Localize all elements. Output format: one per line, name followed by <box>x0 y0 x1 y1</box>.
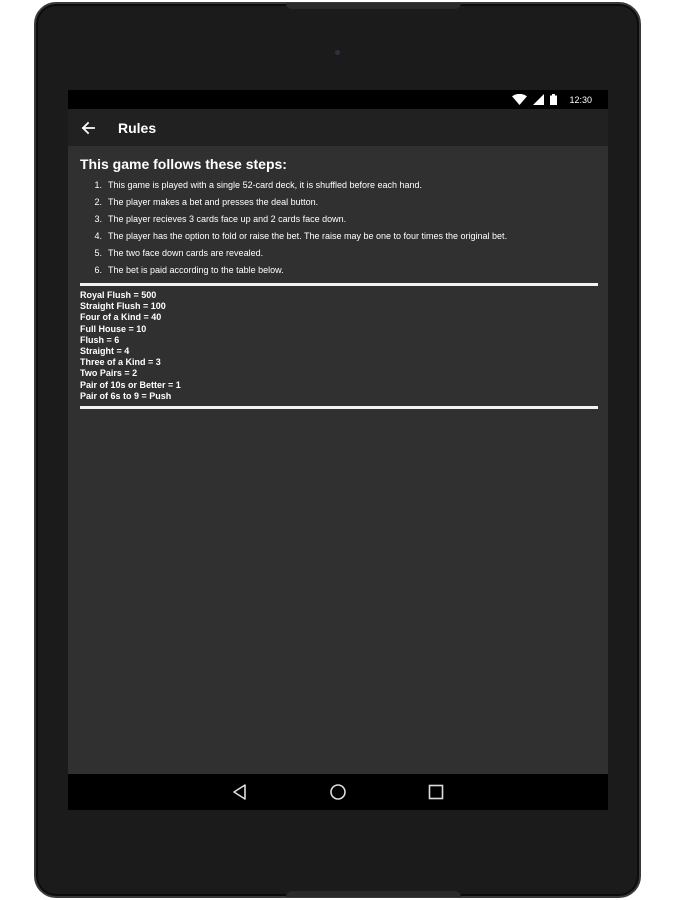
nav-home-button[interactable] <box>324 778 352 806</box>
rules-content <box>80 156 598 413</box>
recents-square-icon <box>427 783 445 801</box>
front-camera <box>335 50 340 55</box>
payout-table <box>80 290 598 402</box>
status-bar <box>68 90 608 109</box>
divider-top <box>80 283 598 286</box>
navigation-bar <box>68 774 608 810</box>
payout-row: Two Pairs = 2 <box>80 368 138 379</box>
list-item: 2. The player makes a bet and presses the deal button. <box>94 197 319 207</box>
rules-heading: This game follows these steps: <box>80 156 287 172</box>
nav-recents-button[interactable] <box>422 778 450 806</box>
payout-row: Royal Flush = 500 <box>80 290 157 300</box>
steps-list <box>80 177 598 279</box>
payout-row: Flush = 6 <box>80 334 120 345</box>
list-item: 4. The player has the option to fold or raise the bet. The raise may be one to four times the original bet. <box>94 231 508 241</box>
cellular-signal-icon <box>533 94 544 105</box>
payout-row: Four of a Kind = 40 <box>80 312 162 323</box>
list-item: 6. The bet is paid according to the table below. <box>94 265 284 275</box>
back-triangle-icon <box>231 783 249 801</box>
screen <box>68 90 608 808</box>
payout-row: Pair of 10s or Better = 1 <box>80 379 181 390</box>
tablet-top-edge <box>286 3 461 9</box>
list-item: 3. The player recieves 3 cards face up and 2 cards face down. <box>94 214 347 224</box>
tablet-bottom-edge <box>286 891 461 897</box>
home-circle-icon <box>329 783 347 801</box>
arrow-left-icon <box>81 121 95 135</box>
page-title: Rules <box>118 119 157 136</box>
payout-row: Three of a Kind = 3 <box>80 357 161 368</box>
list-item: 1. This game is played with a single 52-card deck, it is shuffled before each hand. <box>94 180 423 190</box>
app-bar <box>68 109 608 146</box>
divider-bottom <box>80 406 598 409</box>
wifi-icon <box>512 94 527 105</box>
payout-row: Straight = 4 <box>80 346 130 357</box>
back-button[interactable] <box>68 109 108 146</box>
nav-back-button[interactable] <box>226 778 254 806</box>
payout-row: Straight Flush = 100 <box>80 301 166 312</box>
clock-time: 12:30 <box>569 94 592 105</box>
payout-row: Pair of 6s to 9 = Push <box>80 390 172 401</box>
battery-icon <box>550 94 557 105</box>
payout-row: Full House = 10 <box>80 323 147 334</box>
list-item: 5. The two face down cards are revealed. <box>94 248 264 258</box>
